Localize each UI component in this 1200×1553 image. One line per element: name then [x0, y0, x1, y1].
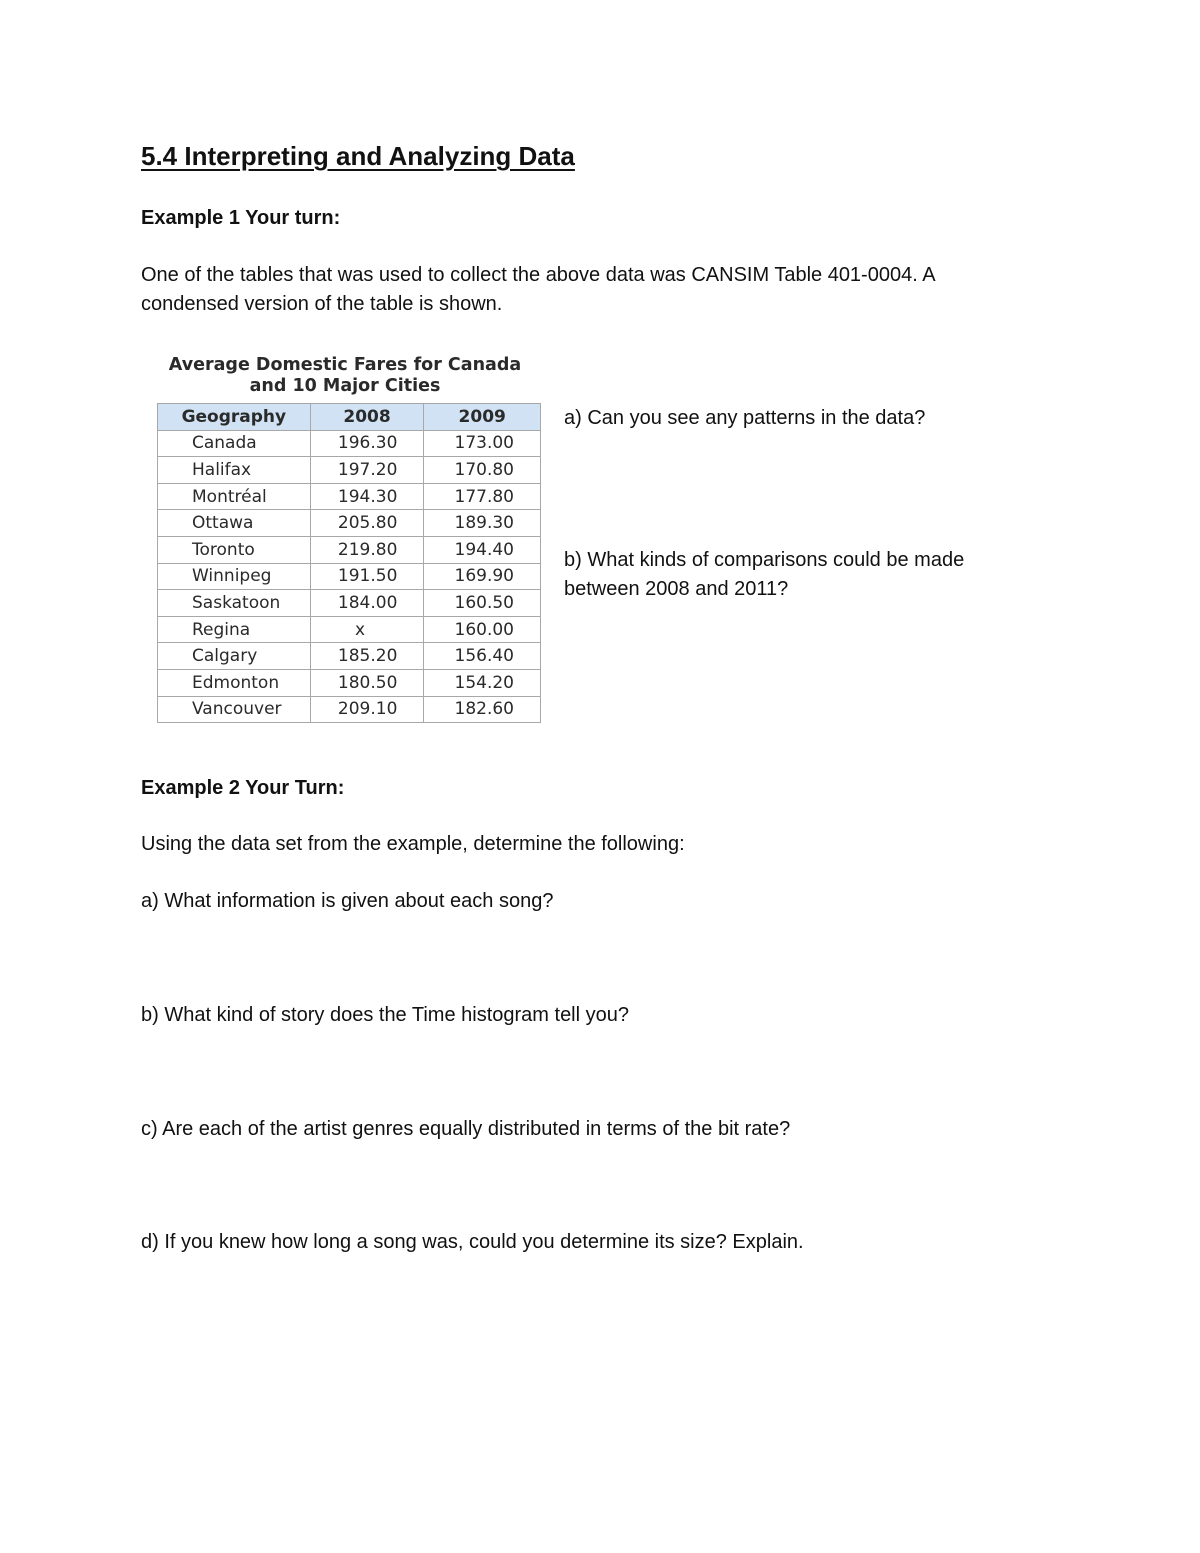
cell-geography: Montréal — [158, 483, 311, 510]
cell-2009: 169.90 — [424, 563, 541, 590]
cell-geography: Calgary — [158, 643, 311, 670]
table-row — [158, 563, 541, 590]
cell-2009: 170.80 — [424, 457, 541, 484]
cell-2008: 205.80 — [310, 510, 424, 537]
cell-geography: Ottawa — [158, 510, 311, 537]
cell-2008: 184.00 — [310, 590, 424, 617]
cell-2009: 177.80 — [424, 483, 541, 510]
cell-2009: 160.50 — [424, 590, 541, 617]
cell-2008: 219.80 — [310, 536, 424, 563]
example-1-heading: Example 1 Your turn: — [141, 207, 341, 229]
cell-2008: 209.10 — [310, 696, 424, 723]
cell-2009: 173.00 — [424, 430, 541, 457]
cell-2009: 194.40 — [424, 536, 541, 563]
table-row — [158, 669, 541, 696]
example-2-intro: Using the data set from the example, determine the following: — [141, 833, 685, 855]
cell-2009: 189.30 — [424, 510, 541, 537]
example-1-intro — [141, 261, 936, 319]
cell-geography: Toronto — [158, 536, 311, 563]
table-row — [158, 536, 541, 563]
table-row — [158, 483, 541, 510]
example-2-heading: Example 2 Your Turn: — [141, 777, 345, 799]
column-header-2008: 2008 — [310, 404, 424, 431]
cell-geography: Winnipeg — [158, 563, 311, 590]
example-1-question-b-line-1: b) What kinds of comparisons could be made — [564, 549, 965, 571]
column-header-2009: 2009 — [424, 404, 541, 431]
page-title: 5.4 Interpreting and Analyzing Data — [141, 141, 575, 171]
fares-table-header-row — [158, 404, 541, 431]
cell-geography: Vancouver — [158, 696, 311, 723]
example-2-question-a: a) What information is given about each song? — [141, 890, 554, 912]
example-2-question-c: c) Are each of the artist genres equally distributed in terms of the bit rate? — [141, 1118, 791, 1140]
fares-table — [157, 403, 541, 723]
cell-geography: Regina — [158, 616, 311, 643]
fares-table-body — [158, 430, 541, 723]
cell-2009: 154.20 — [424, 669, 541, 696]
cell-geography: Saskatoon — [158, 590, 311, 617]
example-2-question-d: d) If you knew how long a song was, could you determine its size? Explain. — [141, 1231, 804, 1253]
cell-2008: 197.20 — [310, 457, 424, 484]
cell-geography: Halifax — [158, 457, 311, 484]
cell-2009: 182.60 — [424, 696, 541, 723]
table-row — [158, 590, 541, 617]
example-2-question-b: b) What kind of story does the Time histogram tell you? — [141, 1004, 629, 1026]
cell-2008: 185.20 — [310, 643, 424, 670]
table-row — [158, 616, 541, 643]
cell-2009: 156.40 — [424, 643, 541, 670]
cell-2008: 191.50 — [310, 563, 424, 590]
table-row — [158, 430, 541, 457]
example-1-intro-line-2: condensed version of the table is shown. — [141, 293, 503, 315]
fares-table-figure — [157, 355, 541, 723]
cell-2008: x — [310, 616, 424, 643]
example-1-question-b — [564, 546, 964, 604]
table-row — [158, 510, 541, 537]
table-row — [158, 457, 541, 484]
cell-2008: 196.30 — [310, 430, 424, 457]
table-row — [158, 696, 541, 723]
cell-geography: Canada — [158, 430, 311, 457]
fares-table-title — [149, 355, 541, 397]
example-1-question-a: a) Can you see any patterns in the data? — [564, 407, 926, 429]
table-row — [158, 643, 541, 670]
cell-2008: 180.50 — [310, 669, 424, 696]
cell-2009: 160.00 — [424, 616, 541, 643]
example-1-intro-line-1: One of the tables that was used to collect the above data was CANSIM Table 401-0004. A — [141, 264, 936, 286]
cell-geography: Edmonton — [158, 669, 311, 696]
column-header-geography: Geography — [158, 404, 311, 431]
example-1-question-b-line-2: between 2008 and 2011? — [564, 578, 789, 600]
fares-table-title-line-1: Average Domestic Fares for Canada — [168, 355, 522, 375]
cell-2008: 194.30 — [310, 483, 424, 510]
fares-table-title-line-2: and 10 Major Cities — [249, 376, 441, 396]
